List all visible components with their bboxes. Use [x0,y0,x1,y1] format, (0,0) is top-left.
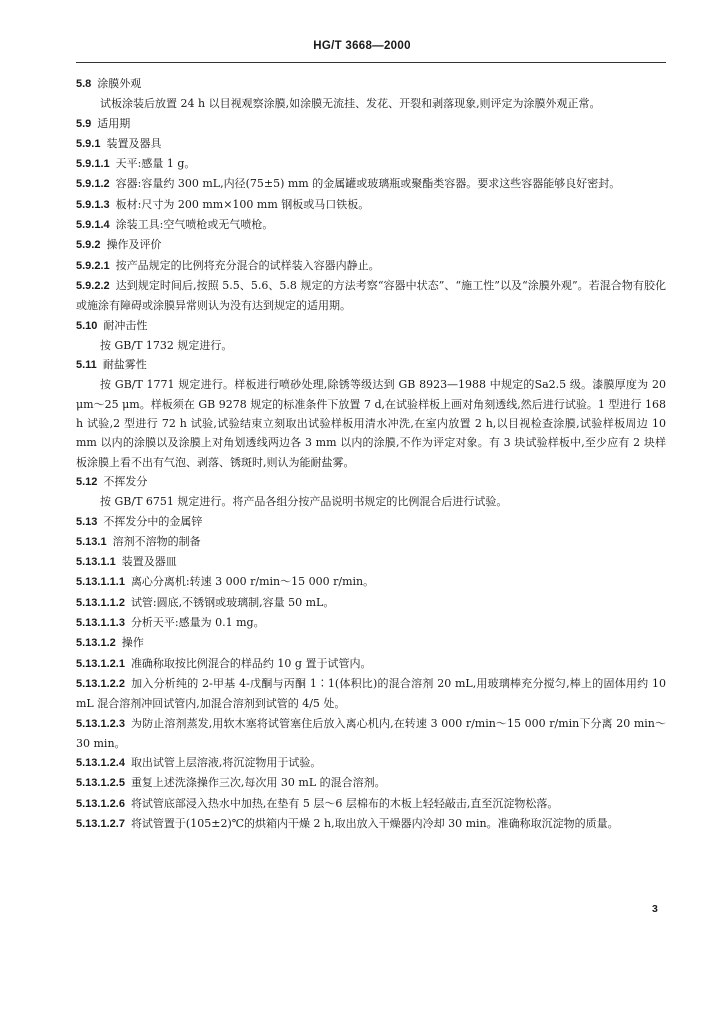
clause-5-9-2-1 [76,256,666,276]
section-number: 5.9.1.3 [76,198,110,211]
clause-5-13-1-1-2 [76,593,666,613]
section-number: 5.11 [76,359,97,372]
section-number: 5.13.1.2.6 [76,797,125,810]
clause-5-13-1-2-3 [76,714,666,754]
clause-text: 离心分离机:转速 3 000 r/min～15 000 r/min。 [130,575,375,589]
clause-5-13-1-2-4 [76,753,666,773]
section-number: 5.13 [76,515,98,528]
clause-text: 按产品规定的比例将充分混合的试样装入容器内静止。 [115,258,380,272]
section-number: 5.9.1.1 [76,158,110,171]
clause-5-13-1-2-7 [76,814,666,834]
clause-5-13 [76,512,666,532]
clause-body-text [76,94,666,113]
section-number: 5.9.2.1 [76,259,110,272]
section-number: 5.9.2 [76,239,101,252]
clause-text: 不挥发分 [103,474,148,488]
clause-text: 试板涂装后放置 24 h 以目视观察涂膜,如涂膜无流挂、发花、开裂和剥落现象,则评定为涂膜外观正常。 [100,97,601,111]
clause-text: 按 GB/T 1732 规定进行。 [100,338,233,352]
section-number: 5.13.1.2.1 [76,657,125,670]
clause-text: 操作 [121,636,144,650]
section-number: 5.13.1.2.2 [76,677,125,690]
section-number: 5.13.1.2 [76,637,116,650]
clause-text: 操作及评价 [106,238,162,252]
clause-5-13-1-2-5 [76,773,666,793]
clause-text: 装置及器具 [106,136,162,150]
clause-text: 分析天平:感量为 0.1 mg。 [130,616,265,630]
clause-text: 装置及器皿 [121,555,177,569]
clause-5-13-1-2-6 [76,794,666,814]
clause-5-9-1-2 [76,174,666,194]
clause-text: 耐冲击性 [103,318,148,332]
section-number: 5.9 [76,117,92,130]
clause-body-text [76,492,666,511]
clause-5-9-1 [76,134,666,154]
section-number: 5.12 [76,475,98,488]
clause-5-13-1-2-2 [76,674,666,714]
clause-text: 按 GB/T 6751 规定进行。将产品各组分按产品说明书规定的比例混合后进行试验。 [100,495,508,509]
standard-code-header: HG/T 3668—2000 [313,40,411,52]
clause-5-13-1-1-3 [76,613,666,633]
clause-text: 容器:容量约 300 mL,内径(75±5) mm 的金属罐或玻璃瓶或聚酯类容器。要求这些容器能够良好密封。 [115,177,621,191]
section-number: 5.13.1.1.2 [76,596,125,609]
document-body [76,74,666,834]
clause-text: 板材:尺寸为 200 mm×100 mm 钢板或马口铁板。 [115,197,370,211]
section-number: 5.13.1 [76,535,107,548]
clause-text: 准确称取按比例混合的样品约 10 g 置于试管内。 [130,656,372,670]
clause-text: 按 GB/T 1771 规定进行。样板进行喷砂处理,除锈等级达到 GB 8923—1988 中规定的Sa2.5 级。漆膜厚度为 20 μm～25 μm。样板须在 GB 9278 规定的标准条件下放置 7 d,在试验样板上画对角刻透线,然后进行试验。1 型进行 168 h 试验,2 型进行 72 h 试验,试验结束立刻取出试验样板用清水冲洗,在室内放置 2 h,以目视检查涂膜,试验样板周边 10 mm 以内的涂膜以及涂膜上对角划透线两边各 3 mm 以内的涂膜,不作为评定对象。有 3 块试验样板中,至少应有 2 块样板涂膜上看不出有气泡、剥落、锈斑时,则认为能耐盐雾。 [76,378,666,469]
page-number: 3 [652,903,658,915]
section-number: 5.13.1.1.3 [76,617,125,630]
clause-text: 将试管底部浸入热水中加热,在垫有 5 层～6 层棉布的木板上轻轻敲击,直至沉淀物松落。 [130,796,559,810]
section-number: 5.13.1.2.5 [76,777,125,790]
clause-5-10 [76,316,666,336]
clause-text: 涂膜外观 [97,77,142,90]
clause-body-text [76,336,666,355]
clause-5-9 [76,114,666,134]
section-number: 5.9.2.2 [76,279,110,292]
section-number: 5.9.1.4 [76,219,110,232]
clause-text: 将试管置于(105±2)℃的烘箱内干燥 2 h,取出放入干燥器内冷却 30 min。准确称取沉淀物的质量。 [130,816,619,830]
section-number: 5.13.1.2.7 [76,817,125,830]
clause-text: 溶剂不溶物的制备 [112,534,201,548]
clause-5-13-1 [76,532,666,552]
section-number: 5.13.1.2.4 [76,757,125,770]
clause-text: 重复上述洗涤操作三次,每次用 30 mL 的混合溶剂。 [130,776,386,790]
clause-5-9-1-4 [76,215,666,235]
section-number: 5.13.1.2.3 [76,717,125,730]
clause-text: 为防止溶剂蒸发,用软木塞将试管塞住后放入离心机内,在转速 3 000 r/min～15 000 r/min下分离 20 min～30 min。 [76,716,666,750]
section-number: 5.10 [76,319,98,332]
clause-text: 耐盐雾性 [102,358,147,372]
header-rule [76,62,666,63]
clause-text: 加入分析纯的 2-甲基 4-戊酮与丙酮 1∶1(体积比)的混合溶剂 20 mL,用玻璃棒充分搅匀,棒上的固体用约 10 mL 混合溶剂冲回试管内,加混合溶剂到试管的 4/5 处。 [76,676,666,711]
clause-5-13-1-1-1 [76,572,666,592]
section-number: 5.9.1 [76,137,101,150]
clause-5-9-1-3 [76,195,666,215]
section-number: 5.8 [76,78,92,90]
clause-5-13-1-1 [76,552,666,572]
section-number: 5.13.1.1 [76,556,116,569]
clause-5-12 [76,472,666,492]
clause-5-8 [76,74,666,94]
clause-text: 不挥发分中的金属锌 [103,514,203,528]
clause-5-13-1-2-1 [76,654,666,674]
clause-text: 天平:感量 1 g。 [115,157,196,171]
clause-5-9-2-2 [76,276,666,316]
clause-text: 达到规定时间后,按照 5.5、5.6、5.8 规定的方法考察“容器中状态”、“施工性”以及“涂膜外观”。若混合物有胶化或施涂有障碍或涂膜异常则认为没有达到规定的适用期。 [76,278,666,313]
section-number: 5.13.1.1.1 [76,576,125,589]
clause-text: 取出试管上层溶液,将沉淀物用于试验。 [130,756,322,770]
clause-text: 涂装工具:空气喷枪或无气喷枪。 [115,218,274,232]
clause-5-13-1-2 [76,633,666,653]
clause-text: 试管:圆底,不锈钢或玻璃制,容量 50 mL。 [130,595,335,609]
clause-body-text [76,375,666,471]
clause-5-11 [76,355,666,375]
section-number: 5.9.1.2 [76,178,110,191]
clause-5-9-2 [76,235,666,255]
clause-text: 适用期 [97,116,131,130]
clause-5-9-1-1 [76,154,666,174]
